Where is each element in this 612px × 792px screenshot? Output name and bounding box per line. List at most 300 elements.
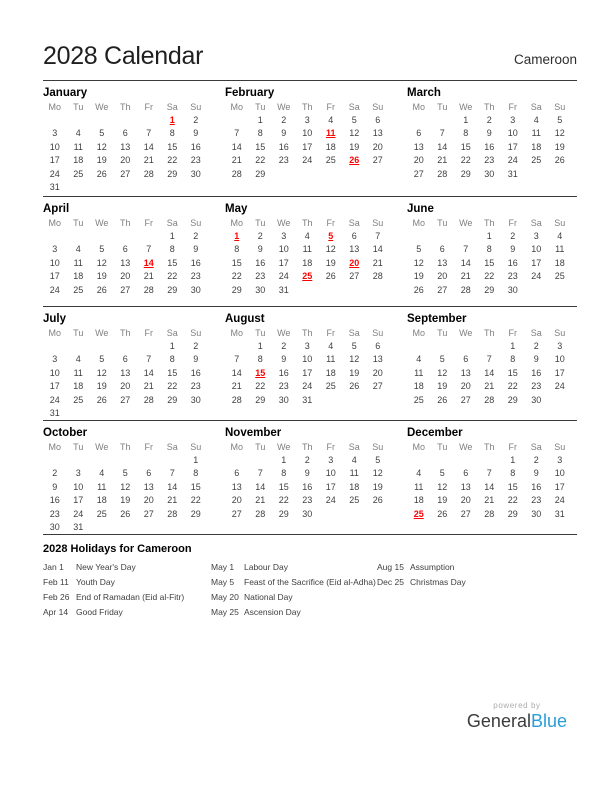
day-cell: 24 xyxy=(507,155,518,166)
day-cell: 14 xyxy=(167,481,178,492)
day-cell: 1 xyxy=(486,230,492,241)
months-grid xyxy=(43,80,577,535)
weekday-row xyxy=(225,326,390,339)
day-cell: 14 xyxy=(484,367,495,378)
day-cell: 23 xyxy=(278,381,289,392)
holiday-date: Apr 14 xyxy=(43,607,69,617)
day-cell: 9 xyxy=(304,468,310,479)
day-cell: 6 xyxy=(122,354,128,365)
weekday-row xyxy=(225,440,390,453)
day-cell: 29 xyxy=(231,284,242,295)
day-cell: 22 xyxy=(507,495,518,506)
day-cell: 11 xyxy=(73,257,83,268)
day-cell: 17 xyxy=(302,141,313,152)
day-cell-empty xyxy=(548,393,572,407)
day-cell: 5 xyxy=(416,244,422,255)
week-row xyxy=(225,270,390,284)
weekday-header-cell: We xyxy=(277,101,291,112)
day-cell: 18 xyxy=(413,381,424,392)
weekday-header-cell: Sa xyxy=(166,101,178,112)
day-cell-empty xyxy=(478,453,502,467)
month-table xyxy=(407,100,572,181)
day-cell: 27 xyxy=(372,381,383,392)
weekday-header-cell: Su xyxy=(554,327,566,338)
day-cell: 2 xyxy=(193,340,199,351)
day-cell: 2 xyxy=(304,454,310,465)
day-cell: 26 xyxy=(349,381,360,392)
holiday-name: Good Friday xyxy=(76,607,123,617)
day-cell: 18 xyxy=(73,271,84,282)
weekday-header-cell: Tu xyxy=(73,217,84,228)
weekday-header-cell: Fr xyxy=(144,327,153,338)
week-row xyxy=(43,353,208,367)
day-cell: 9 xyxy=(510,244,516,255)
month-name: June xyxy=(407,203,434,215)
month-table xyxy=(43,100,208,194)
day-cell: 27 xyxy=(460,508,471,519)
day-cell: 21 xyxy=(167,495,178,506)
day-cell: 27 xyxy=(413,168,424,179)
day-cell: 15 xyxy=(507,367,518,378)
week-row xyxy=(43,507,208,521)
day-cell: 14 xyxy=(460,257,471,268)
day-cell: 13 xyxy=(413,141,424,152)
day-cell: 6 xyxy=(234,468,240,479)
day-cell: 6 xyxy=(463,468,469,479)
week-row xyxy=(225,467,390,481)
month-name: November xyxy=(225,427,282,439)
week-row xyxy=(43,453,208,467)
week-row xyxy=(407,494,572,508)
day-cell: 8 xyxy=(510,354,516,365)
day-cell: 15 xyxy=(231,257,242,268)
day-cell: 18 xyxy=(531,141,542,152)
day-cell: 24 xyxy=(302,381,313,392)
holiday-date: Jan 1 xyxy=(43,562,64,572)
day-cell: 22 xyxy=(507,381,518,392)
day-cell: 19 xyxy=(413,271,424,282)
day-cell: 21 xyxy=(484,381,495,392)
day-cell: 25 xyxy=(531,155,542,166)
week-row xyxy=(407,366,572,380)
day-cell: 4 xyxy=(557,230,563,241)
week-row xyxy=(225,256,390,270)
day-cell-empty xyxy=(137,339,161,353)
day-cell: 1 xyxy=(193,454,199,465)
month-name: July xyxy=(43,313,67,325)
day-cell: 11 xyxy=(73,141,83,152)
weekday-header-cell: Tu xyxy=(255,101,266,112)
day-cell xyxy=(296,270,320,284)
holiday-day: 25 xyxy=(413,508,424,519)
day-cell: 18 xyxy=(325,367,336,378)
holiday-day: 14 xyxy=(143,257,154,268)
week-row xyxy=(407,154,572,168)
day-cell-empty xyxy=(478,339,502,353)
weekday-header-cell: We xyxy=(459,441,473,452)
day-cell: 13 xyxy=(120,141,131,152)
day-cell: 13 xyxy=(349,244,360,255)
day-cell-empty xyxy=(137,113,161,127)
day-cell: 11 xyxy=(326,354,336,365)
day-cell: 3 xyxy=(75,468,81,479)
month-name: February xyxy=(225,87,275,99)
holiday-row xyxy=(377,575,577,590)
holiday-name: Christmas Day xyxy=(410,577,466,587)
day-cell: 11 xyxy=(555,244,565,255)
day-cell: 16 xyxy=(190,257,201,268)
day-cell: 25 xyxy=(96,508,107,519)
day-cell: 26 xyxy=(96,284,107,295)
day-cell: 22 xyxy=(278,495,289,506)
day-cell-empty xyxy=(454,453,478,467)
day-cell: 30 xyxy=(190,284,201,295)
day-cell: 10 xyxy=(302,128,313,139)
day-cell: 21 xyxy=(255,495,266,506)
day-cell: 26 xyxy=(96,168,107,179)
day-cell: 7 xyxy=(486,354,492,365)
day-cell-empty xyxy=(407,229,431,243)
week-row xyxy=(43,407,208,421)
week-row xyxy=(407,113,572,127)
weekday-header-row xyxy=(225,100,390,113)
day-cell: 9 xyxy=(281,128,287,139)
day-cell-empty xyxy=(249,453,273,467)
day-cell: 30 xyxy=(531,394,542,405)
day-cell: 3 xyxy=(52,354,58,365)
day-cell: 24 xyxy=(531,271,542,282)
day-cell: 28 xyxy=(484,394,495,405)
day-cell: 26 xyxy=(437,508,448,519)
month-block-july xyxy=(43,310,213,420)
day-cell-empty xyxy=(548,167,572,181)
day-cell-empty xyxy=(90,181,114,195)
day-cell: 8 xyxy=(463,128,469,139)
month-block-june xyxy=(407,200,577,306)
weekday-header-cell: Tu xyxy=(255,217,266,228)
day-cell: 22 xyxy=(167,381,178,392)
weekday-header-cell: Mo xyxy=(412,441,425,452)
weekday-header-cell: Th xyxy=(483,441,495,452)
week-row xyxy=(407,339,572,353)
weekday-header-cell: We xyxy=(95,101,109,112)
month-weeks xyxy=(225,339,390,407)
day-cell-empty xyxy=(137,181,161,195)
powered-by-label: powered by xyxy=(493,701,541,710)
day-cell: 2 xyxy=(281,114,287,125)
day-cell: 10 xyxy=(49,141,60,152)
day-cell xyxy=(319,127,343,141)
month-name: April xyxy=(43,203,70,215)
day-cell: 6 xyxy=(146,468,152,479)
day-cell: 16 xyxy=(49,495,60,506)
weekday-header-row xyxy=(407,440,572,453)
day-cell: 3 xyxy=(52,128,58,139)
day-cell: 18 xyxy=(73,155,84,166)
weekday-header-cell: Mo xyxy=(412,327,425,338)
day-cell: 26 xyxy=(372,495,383,506)
day-cell: 8 xyxy=(510,468,516,479)
day-cell: 21 xyxy=(460,271,471,282)
holiday-row xyxy=(377,560,577,575)
day-cell: 6 xyxy=(416,128,422,139)
day-cell-empty xyxy=(67,339,91,353)
day-cell-empty xyxy=(114,453,138,467)
week-row xyxy=(407,507,572,521)
day-cell: 13 xyxy=(120,257,131,268)
day-cell: 27 xyxy=(460,394,471,405)
holiday-day: 5 xyxy=(328,230,334,241)
month-row xyxy=(43,80,577,196)
holiday-name: New Year's Day xyxy=(76,562,136,572)
day-cell-empty xyxy=(407,339,431,353)
weekday-header-cell: Sa xyxy=(530,101,542,112)
day-cell: 20 xyxy=(372,141,383,152)
month-table xyxy=(225,216,390,297)
day-cell: 9 xyxy=(52,481,58,492)
day-cell: 1 xyxy=(281,454,287,465)
day-cell: 20 xyxy=(120,271,131,282)
day-cell: 5 xyxy=(99,354,105,365)
week-row xyxy=(43,167,208,181)
day-cell-empty xyxy=(161,453,185,467)
day-cell: 12 xyxy=(413,257,424,268)
day-cell-empty xyxy=(407,113,431,127)
month-block-august xyxy=(225,310,395,420)
day-cell: 4 xyxy=(328,340,334,351)
week-row xyxy=(43,113,208,127)
day-cell-empty xyxy=(343,283,367,297)
weekday-header-cell: Th xyxy=(483,217,495,228)
day-cell-empty xyxy=(114,339,138,353)
day-cell: 20 xyxy=(120,155,131,166)
weekday-header-cell: Su xyxy=(554,441,566,452)
weekday-header-cell: Th xyxy=(301,441,313,452)
week-row xyxy=(43,393,208,407)
weekday-header-cell: We xyxy=(277,327,291,338)
day-cell: 12 xyxy=(437,367,448,378)
holiday-column xyxy=(43,560,211,620)
day-cell: 28 xyxy=(231,168,242,179)
month-table xyxy=(43,216,208,297)
week-row xyxy=(407,167,572,181)
month-weeks xyxy=(43,339,208,420)
day-cell: 24 xyxy=(49,284,60,295)
month-table xyxy=(407,326,572,407)
holiday-day: 1 xyxy=(234,230,240,241)
day-cell: 2 xyxy=(193,230,199,241)
day-cell: 11 xyxy=(73,367,83,378)
day-cell: 24 xyxy=(49,168,60,179)
day-cell: 30 xyxy=(49,522,60,533)
week-row xyxy=(43,467,208,481)
week-row xyxy=(407,243,572,257)
day-cell: 24 xyxy=(554,381,565,392)
week-row xyxy=(43,521,208,535)
day-cell-empty xyxy=(343,393,367,407)
day-cell: 16 xyxy=(278,141,289,152)
weekday-header-row xyxy=(43,326,208,339)
weekday-header-cell: Su xyxy=(190,441,202,452)
month-table xyxy=(407,216,572,297)
month-weeks xyxy=(225,229,390,297)
holiday-date: Dec 25 xyxy=(377,577,404,587)
month-table xyxy=(225,440,390,521)
day-cell: 2 xyxy=(533,340,539,351)
day-cell: 30 xyxy=(507,284,518,295)
weekday-row xyxy=(225,100,390,113)
day-cell: 19 xyxy=(96,381,107,392)
weekday-header-cell: Fr xyxy=(326,217,335,228)
day-cell: 17 xyxy=(554,481,565,492)
brand-logo xyxy=(467,710,567,732)
day-cell: 16 xyxy=(302,481,313,492)
month-weeks xyxy=(225,453,390,521)
weekday-header-cell: Tu xyxy=(437,217,448,228)
weekday-header-cell: We xyxy=(277,217,291,228)
month-name: September xyxy=(407,313,467,325)
day-cell: 4 xyxy=(416,354,422,365)
holiday-name: Labour Day xyxy=(244,562,288,572)
day-cell-empty xyxy=(296,283,320,297)
day-cell: 7 xyxy=(146,244,152,255)
day-cell-empty xyxy=(225,339,249,353)
weekday-header-cell: Sa xyxy=(530,217,542,228)
day-cell: 3 xyxy=(304,340,310,351)
weekday-row xyxy=(407,216,572,229)
day-cell: 24 xyxy=(49,394,60,405)
week-row xyxy=(407,283,572,297)
day-cell: 4 xyxy=(304,230,310,241)
day-cell: 9 xyxy=(533,354,539,365)
month-row xyxy=(43,306,577,420)
holidays-section xyxy=(43,543,577,620)
day-cell: 8 xyxy=(281,468,287,479)
month-row xyxy=(43,420,577,534)
day-cell-empty xyxy=(161,407,185,421)
weekday-header-cell: Fr xyxy=(144,101,153,112)
day-cell-empty xyxy=(454,339,478,353)
day-cell: 16 xyxy=(190,367,201,378)
day-cell: 10 xyxy=(302,354,313,365)
week-row xyxy=(43,127,208,141)
day-cell: 13 xyxy=(460,481,471,492)
weekday-header-cell: Tu xyxy=(437,101,448,112)
weekday-header-cell: Su xyxy=(372,101,384,112)
week-row xyxy=(225,113,390,127)
day-cell: 15 xyxy=(167,367,178,378)
month-block-november xyxy=(225,424,395,534)
day-cell: 23 xyxy=(302,495,313,506)
month-name: August xyxy=(225,313,265,325)
day-cell: 15 xyxy=(190,481,201,492)
holiday-column xyxy=(377,560,577,620)
day-cell: 14 xyxy=(437,141,448,152)
day-cell: 3 xyxy=(281,230,287,241)
day-cell: 30 xyxy=(190,168,201,179)
weekday-header-cell: Sa xyxy=(166,441,178,452)
day-cell: 25 xyxy=(554,271,565,282)
day-cell: 19 xyxy=(96,271,107,282)
day-cell: 18 xyxy=(96,495,107,506)
day-cell: 22 xyxy=(255,381,266,392)
week-row xyxy=(225,507,390,521)
weekday-header-cell: Fr xyxy=(326,101,335,112)
weekday-header-cell: Tu xyxy=(73,441,84,452)
day-cell: 7 xyxy=(375,230,381,241)
weekday-header-row xyxy=(407,216,572,229)
day-cell: 29 xyxy=(190,508,201,519)
weekday-header-row xyxy=(225,216,390,229)
day-cell: 25 xyxy=(73,168,84,179)
month-name: January xyxy=(43,87,88,99)
day-cell: 11 xyxy=(349,468,359,479)
day-cell: 5 xyxy=(99,128,105,139)
day-cell-empty xyxy=(90,453,114,467)
month-name: December xyxy=(407,427,463,439)
day-cell: 6 xyxy=(375,114,381,125)
week-row xyxy=(225,393,390,407)
week-row xyxy=(43,339,208,353)
holiday-name: Assumption xyxy=(410,562,455,572)
day-cell: 20 xyxy=(372,367,383,378)
day-cell-empty xyxy=(225,113,249,127)
day-cell: 1 xyxy=(169,340,175,351)
day-cell: 7 xyxy=(234,128,240,139)
day-cell-empty xyxy=(366,393,390,407)
day-cell: 6 xyxy=(351,230,357,241)
day-cell: 9 xyxy=(281,354,287,365)
week-row xyxy=(43,366,208,380)
weekday-header-cell: Su xyxy=(554,217,566,228)
day-cell: 14 xyxy=(372,244,383,255)
weekday-header-cell: Su xyxy=(190,217,202,228)
day-cell-empty xyxy=(43,229,67,243)
day-cell: 1 xyxy=(169,230,175,241)
day-cell: 6 xyxy=(122,128,128,139)
page-title: 2028 Calendar xyxy=(43,42,204,70)
day-cell: 24 xyxy=(554,495,565,506)
holiday-date: May 20 xyxy=(211,592,239,602)
day-cell: 9 xyxy=(193,354,199,365)
day-cell-empty xyxy=(43,453,67,467)
day-cell: 16 xyxy=(255,257,266,268)
weekday-header-cell: We xyxy=(459,217,473,228)
day-cell-empty xyxy=(90,339,114,353)
month-table xyxy=(43,326,208,420)
week-row xyxy=(43,154,208,168)
weekday-row xyxy=(43,326,208,339)
day-cell: 10 xyxy=(554,468,565,479)
day-cell-empty xyxy=(161,521,185,535)
day-cell: 19 xyxy=(554,141,565,152)
day-cell: 14 xyxy=(143,141,154,152)
holiday-day: 26 xyxy=(349,155,360,166)
day-cell: 28 xyxy=(231,394,242,405)
holiday-row xyxy=(211,560,377,575)
day-cell: 5 xyxy=(439,354,445,365)
weekday-header-cell: Mo xyxy=(230,101,243,112)
month-block-may xyxy=(225,200,395,306)
day-cell: 23 xyxy=(255,271,266,282)
month-row xyxy=(43,196,577,306)
weekday-header-cell: We xyxy=(459,101,473,112)
day-cell: 27 xyxy=(231,508,242,519)
day-cell: 16 xyxy=(278,367,289,378)
day-cell: 27 xyxy=(120,168,131,179)
weekday-header-cell: Mo xyxy=(230,327,243,338)
day-cell: 24 xyxy=(278,271,289,282)
